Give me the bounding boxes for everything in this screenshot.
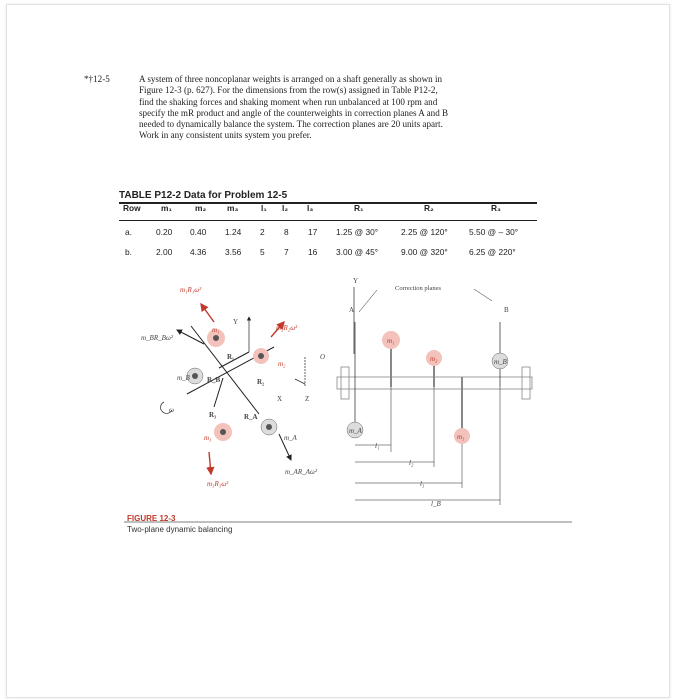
label-l3: l₃ [420,480,425,488]
cell-r3: 6.25 @ 220° [469,247,516,257]
leader-correction-a [359,290,377,312]
mass-ma-hub [266,424,272,430]
bearing-left [341,367,349,399]
mass-m3-hub [220,429,226,435]
right-diagram [337,277,532,508]
label-r2: R₂ [257,378,265,386]
label-o: O [320,353,326,361]
cell-l3: 17 [308,227,318,237]
label-correction-planes: Correction planes [395,285,442,292]
header-m2: m₂ [195,203,207,213]
cell-r3: 5.50 @ – 30° [469,227,519,237]
label-lb: l_B [431,500,441,508]
header-r1: R₁ [354,203,364,213]
label-ra: R_A [244,413,258,421]
mass-m1-hub [213,335,219,341]
cell-r2: 2.25 @ 120° [401,227,448,237]
label-marAw2: m_AR_Aω² [285,468,317,476]
x-axis [295,379,305,384]
cell-m1: 2.00 [156,247,173,257]
label-x: X [277,395,283,403]
table-top-rule [119,202,537,204]
cell-m2: 4.36 [190,247,207,257]
header-m3: m₃ [227,203,239,213]
label-mbrbw2: m_BR_Bω² [141,334,173,342]
label-mb: m_B [177,374,190,382]
label-y: Y [233,318,239,326]
cell-l1: 2 [260,227,265,237]
cell-r1: 3.00 @ 45° [336,247,379,257]
leader-correction-b [474,289,492,301]
left-diagram [141,286,325,488]
label-m1-right: m₁ [387,337,395,345]
cell-r2: 9.00 @ 320° [401,247,448,257]
bearing-right [522,367,530,399]
label-b: B [504,306,509,314]
label-omega: ω [169,406,174,414]
label-z: Z [305,395,310,403]
header-l1: l₁ [261,203,267,213]
problem-line: find the shaking forces and shaking moment when run unbalanced at 100 rpm and [139,96,438,107]
cell-m3: 3.56 [225,247,242,257]
problem-line: needed to dynamically balance the system. The correction planes are 20 units apart. [139,119,443,130]
label-r3: R₃ [209,411,217,419]
label-m2r2w2: m₂R₂ω² [276,324,298,332]
table-caption: TABLE P12-2 Data for Problem 12-5 [119,190,288,201]
cell-l2: 8 [284,227,289,237]
mass-m2-hub [258,353,264,359]
label-mb-right: m_B [494,358,507,366]
label-ma: m_A [284,434,297,442]
header-row: Row [123,203,141,213]
label-r1: R₁ [227,353,235,361]
figure-12-3 [119,262,559,514]
label-m3: m₃ [204,434,212,442]
label-m3-right: m₃ [457,433,465,441]
label-ma-right: m_A [349,427,362,435]
problem-line: Figure 12-3 (p. 627). For the dimensions from the row(s) assigned in Table P12-2, [139,85,438,96]
problem-line: specify the mR product and angle of the counterweights in correction planes A and B [139,107,449,118]
problem-line: A system of three noncoplanar weights is arranged on a shaft generally as shown in [139,74,443,84]
cell-l3: 16 [308,247,318,257]
cell-row: b. [125,247,132,257]
table-header-rule [119,220,537,221]
header-l2: l₂ [282,203,289,213]
cell-l1: 5 [260,247,265,257]
problem-number: *†12-5 [84,74,110,84]
label-m1r1w2: m₁R₁ω² [180,286,202,294]
label-m3r3w2: m₃R₃ω² [207,480,229,488]
label-m2-right: m₂ [430,355,438,363]
mass-mb-hub [192,373,198,379]
cell-row: a. [125,227,132,237]
m1r1-force-arrow [201,304,214,322]
cell-m1: 0.20 [156,227,173,237]
label-m1: m₁ [212,326,220,334]
cell-l2: 7 [284,247,289,257]
cell-m2: 0.40 [190,227,207,237]
cell-m3: 1.24 [225,227,242,237]
cell-r1: 1.25 @ 30° [336,227,379,237]
header-r3: R₃ [491,203,501,213]
problem-line: Work in any consistent units system you prefer. [139,130,312,141]
figure-caption [127,514,232,534]
problem-text [139,74,524,142]
label-a: A [349,306,355,314]
label-m2: m₂ [278,360,286,368]
label-y-right: Y [353,277,359,285]
header-m1: m₁ [161,203,172,213]
figure-label: FIGURE 12-3 [127,514,176,523]
label-l2: l₂ [409,459,414,467]
header-l3: l₃ [307,203,314,213]
label-l1: l₁ [375,442,380,450]
header-r2: R₂ [424,203,434,213]
label-rb: R_B [207,376,221,384]
m3r3-force-arrow [209,452,211,474]
figure-title: Two-plane dynamic balancing [127,525,233,534]
